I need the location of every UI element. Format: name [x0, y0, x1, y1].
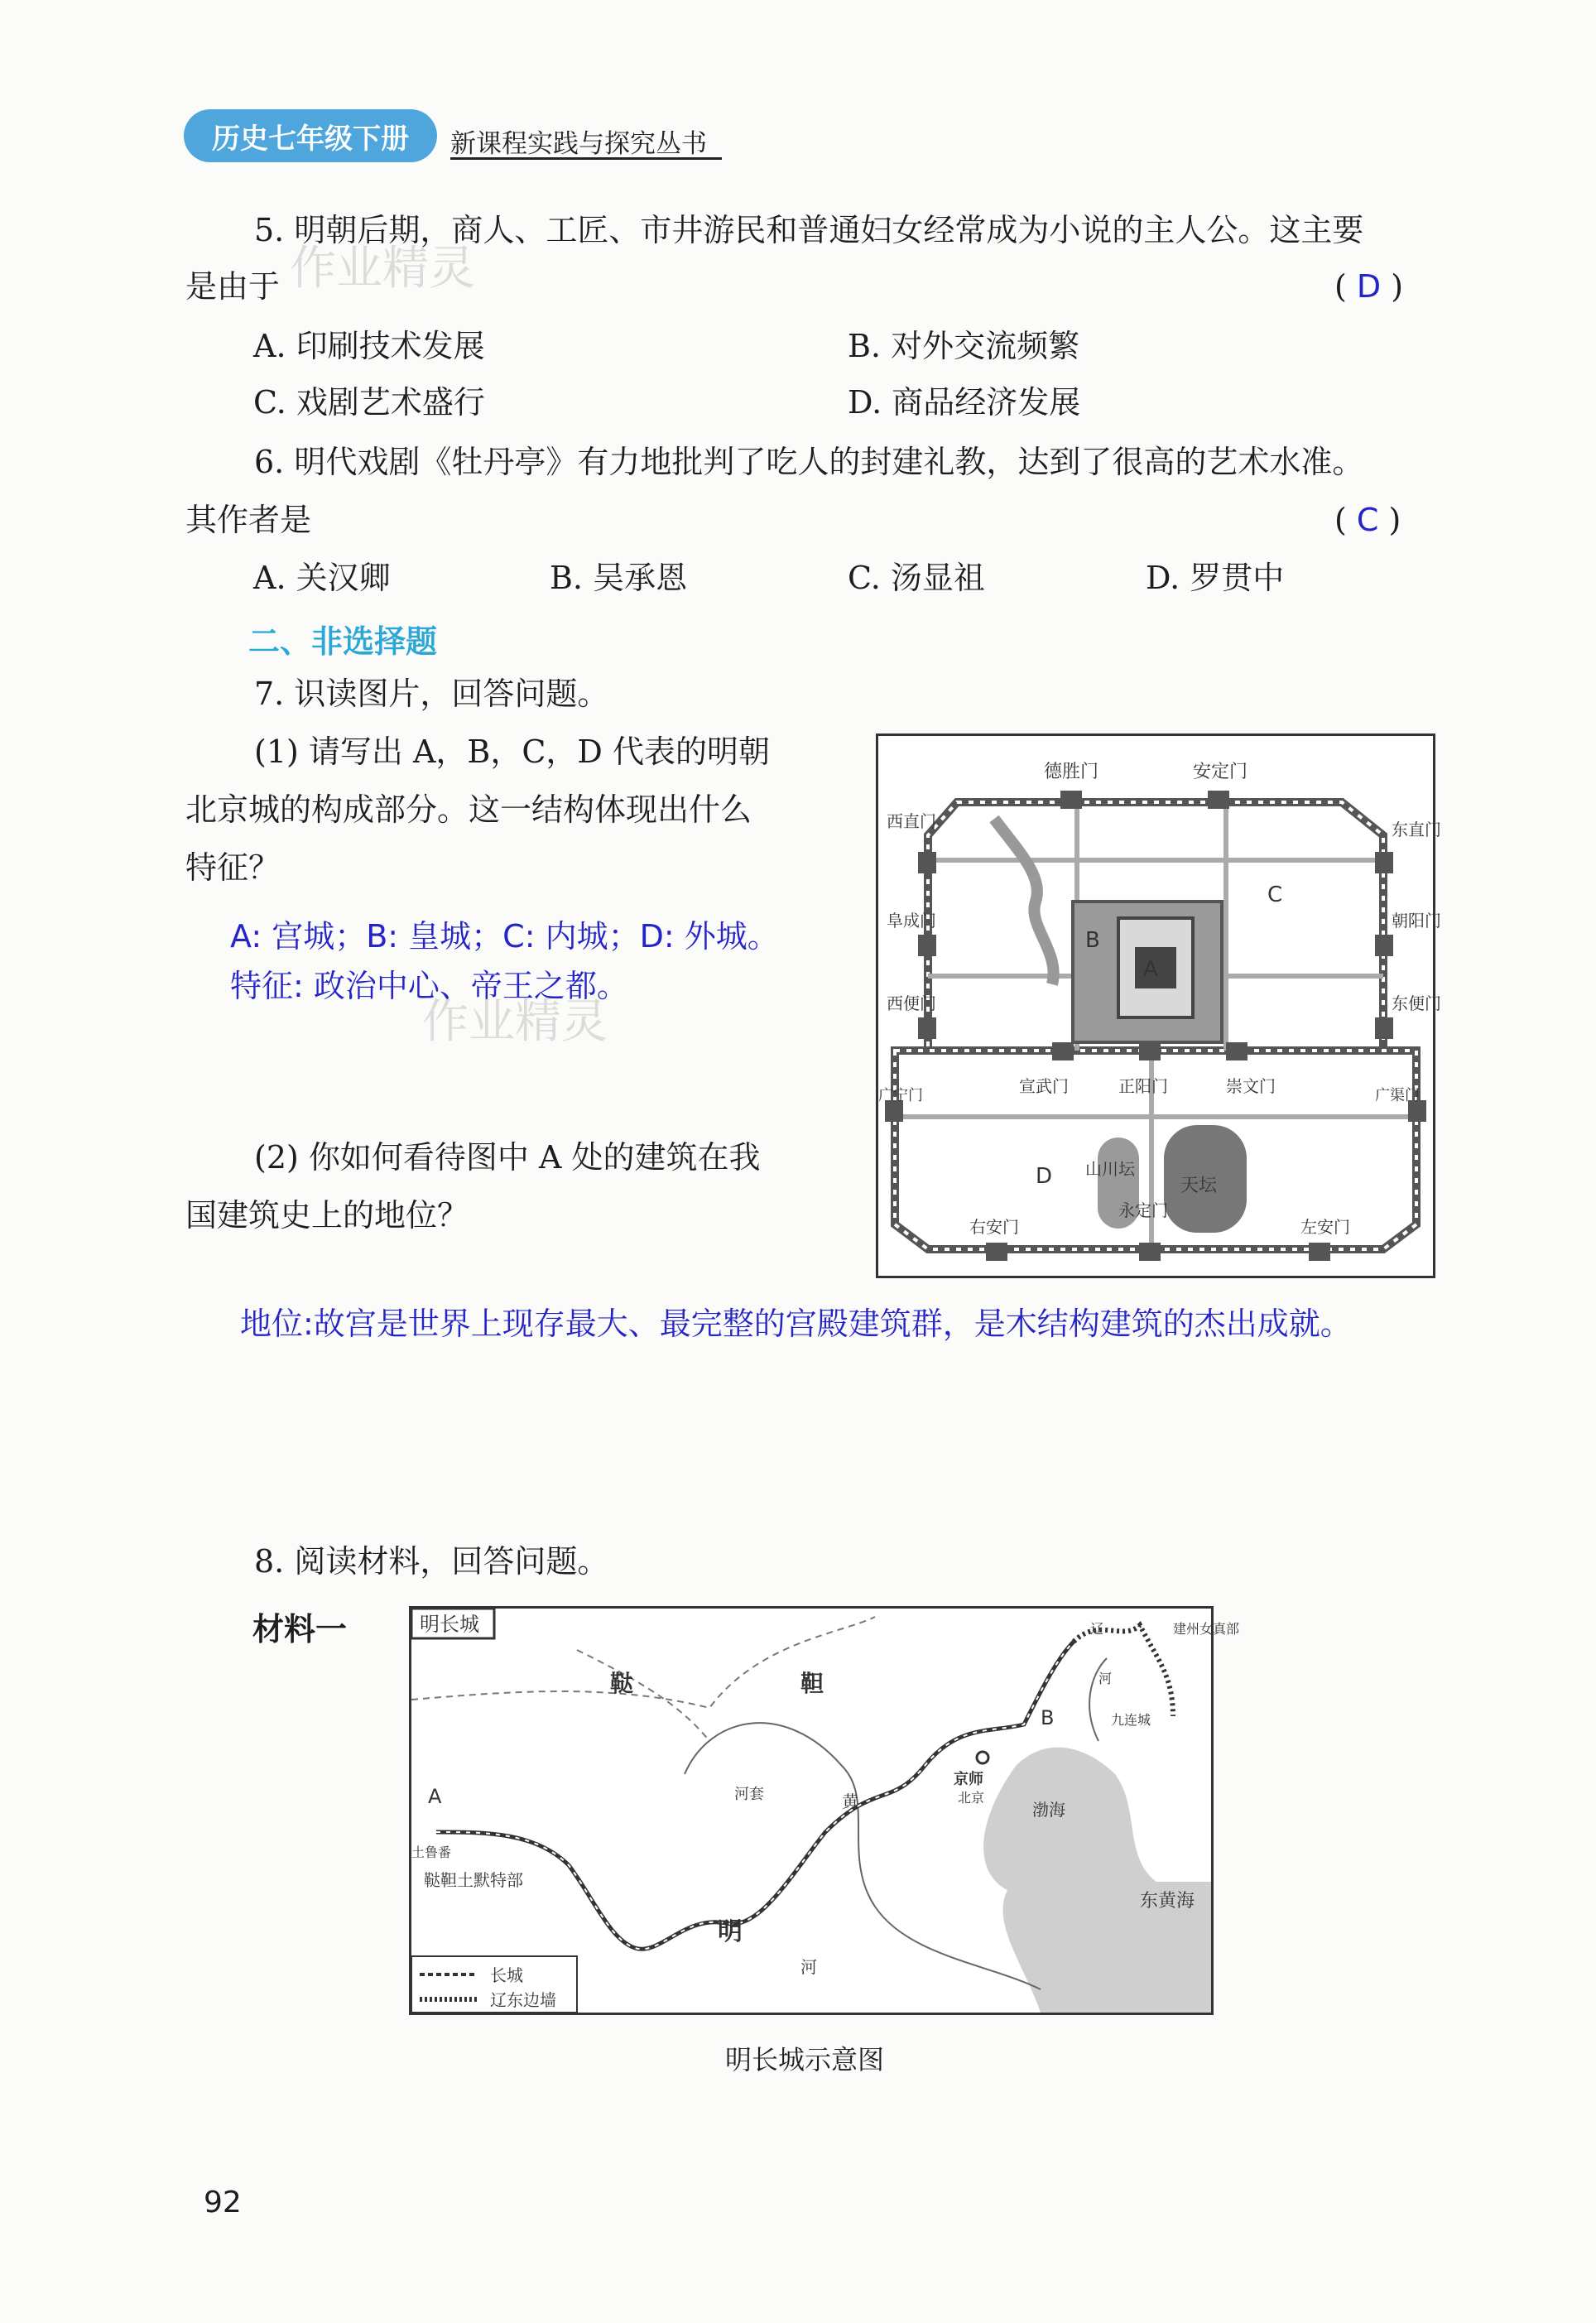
gate-youanmen: 右安门: [969, 1217, 1019, 1237]
q5-text-line2: 是由于: [185, 268, 281, 305]
gate-chongwenmen: 崇文门: [1226, 1076, 1276, 1096]
label-a: A: [1143, 957, 1158, 982]
label-ming: 明: [718, 1917, 743, 1946]
beijing-map: [876, 733, 1441, 1278]
legend-changcheng: 长城: [490, 1965, 523, 1985]
q7-part2-line1: (2) 你如何看待图中 A 处的建筑在我: [254, 1139, 761, 1176]
gate-dongzhimen: 东直门: [1392, 820, 1441, 839]
label-b: B: [1085, 928, 1100, 953]
gate-fuchengmen: 阜成门: [887, 911, 936, 931]
q7-part1-line3: 特征？: [185, 849, 281, 886]
q7-answer1-line2: 特征: 政治中心、帝王之都。: [230, 968, 628, 1004]
legend-liaodong: 辽东边墙: [490, 1990, 556, 2010]
label-c: C: [1267, 883, 1283, 907]
q5-option-c: C. 戏剧艺术盛行: [253, 384, 485, 421]
watermark: 作业精灵: [290, 242, 475, 296]
q8-stem: 8. 阅读材料，回答问题。: [254, 1543, 609, 1580]
q5-option-a: A. 印刷技术发展: [253, 328, 485, 364]
great-wall-map-drawing: [411, 1609, 1240, 2013]
q6-answer: ( C ): [1334, 502, 1401, 538]
q6-option-b: B. 吴承恩: [550, 560, 688, 596]
label-donghuanghai: 东黄海: [1140, 1891, 1195, 1912]
section-title: 二、非选择题: [248, 623, 438, 660]
label-mongol: 鞑靼土默特部: [424, 1870, 523, 1890]
q6-option-c: C. 汤显祖: [848, 560, 985, 596]
label-tatar2: 靼: [800, 1670, 824, 1697]
series-title: 新课程实践与探究丛书: [450, 129, 707, 159]
header-underline: [450, 157, 722, 160]
label-hetao: 河套: [734, 1786, 764, 1803]
label-beijing: 北京: [958, 1790, 985, 1806]
book-title-badge: 历史七年级下册: [184, 109, 437, 162]
q5-answer-letter: D: [1356, 268, 1382, 305]
q7-stem: 7. 识读图片，回答问题。: [254, 676, 609, 712]
gate-xizhimen: 西直门: [887, 811, 936, 831]
label-bohai: 渤海: [1032, 1800, 1065, 1820]
gate-yongdingmen: 永定门: [1118, 1200, 1168, 1220]
label-jingshi: 京师: [954, 1771, 983, 1788]
q5-text-line1: 5. 明朝后期，商人、工匠、市井游民和普通妇女经常成为小说的主人公。这主要: [254, 212, 1364, 248]
map-title: 明长城: [420, 1613, 479, 1636]
lake: [994, 819, 1054, 984]
label-jianzhou: 建州女真部: [1173, 1621, 1240, 1637]
sea: [983, 1748, 1211, 2013]
gate-xibianmen: 西便门: [887, 993, 936, 1013]
label-huang: 黄: [842, 1792, 858, 1811]
gate-deshengmen: 德胜门: [1044, 762, 1099, 782]
label-shanchuan: 山川坛: [1085, 1159, 1135, 1179]
label-d: D: [1036, 1164, 1053, 1189]
gate-andingmen: 安定门: [1193, 762, 1248, 782]
label-b: B: [1041, 1706, 1055, 1729]
gate-guanganmen: 广宁门: [878, 1087, 923, 1104]
capital-marker: [977, 1752, 988, 1763]
label-he: 河: [800, 1957, 817, 1977]
label-tiantan: 天坛: [1180, 1176, 1218, 1196]
label-jiuliancheng: 九连城: [1111, 1712, 1151, 1728]
q6-option-a: A. 关汉卿: [253, 560, 391, 596]
label-tatar1: 鞑: [610, 1670, 634, 1697]
beijing-map-drawing: [878, 736, 1441, 1276]
q5-answer: ( D ): [1334, 268, 1404, 305]
label-a: A: [428, 1785, 442, 1808]
label-tulufan: 土鲁番: [411, 1844, 452, 1860]
gate-guangqumen: 广渠门: [1375, 1087, 1420, 1104]
q7-part1-line2: 北京城的构成部分。这一结构体现出什么: [185, 791, 752, 828]
page-number: 92: [204, 2186, 242, 2220]
q7-part1-line1: (1) 请写出 A，B，C，D 代表的明朝: [254, 733, 770, 770]
great-wall-map: [409, 1606, 1240, 2015]
q6-text-line1: 6. 明代戏剧《牡丹亭》有力地批判了吃人的封建礼教，达到了很高的艺术水准。: [254, 444, 1364, 480]
map-caption: 明长城示意图: [725, 2044, 885, 2075]
gate-dongbianmen: 东便门: [1392, 993, 1441, 1013]
gate-zhengyangmen: 正阳门: [1118, 1076, 1168, 1096]
watermark: 作业精灵: [422, 995, 608, 1049]
label-liao: 辽: [1090, 1621, 1104, 1637]
q7-answer1-line1: A: 宫城；B: 皇城；C: 内城；D: 外城。: [230, 918, 779, 955]
material1-label: 材料一: [252, 1611, 348, 1647]
q6-answer-letter: C: [1356, 502, 1379, 538]
q5-option-b: B. 对外交流频繁: [848, 328, 1080, 364]
label-he2: 河: [1098, 1671, 1113, 1686]
q6-text-line2: 其作者是: [185, 502, 312, 538]
gate-xuanwumen: 宣武门: [1019, 1076, 1069, 1096]
q5-option-d: D. 商品经济发展: [848, 384, 1081, 421]
gate-chaoyangmen: 朝阳门: [1392, 911, 1441, 931]
q6-option-d: D. 罗贯中: [1146, 560, 1285, 596]
liaodong-wall: [1074, 1625, 1173, 1716]
gate-zuoanmen: 左安门: [1300, 1217, 1350, 1237]
q7-part2-line2: 国建筑史上的地位？: [185, 1197, 469, 1234]
q7-answer2: 地位:故宫是世界上现存最大、最完整的宫殿建筑群，是木结构建筑的杰出成就。: [240, 1306, 1352, 1342]
